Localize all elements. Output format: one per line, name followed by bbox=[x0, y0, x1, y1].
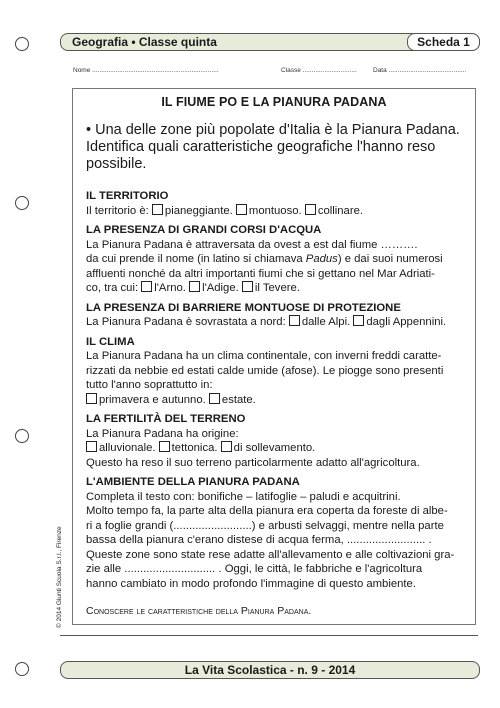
section-title-barriere: LA PRESENZA DI BARRIERE MONTUOSE DI PROTEZIONE bbox=[86, 301, 401, 314]
section-title-ambiente: L'AMBIENTE DELLA PIANURA PADANA bbox=[86, 476, 300, 488]
checkbox[interactable] bbox=[86, 441, 97, 452]
data-field[interactable]: Data ........................................... bbox=[373, 67, 467, 74]
header-bar bbox=[60, 33, 480, 51]
ambiente-line: ri a foglie grandi (.........................) e arbusti selvaggi, mentre nella parte bbox=[86, 519, 444, 532]
ambiente-line: Queste zone sono state rese adatte all'allevamento e alle coltivazioni gra- bbox=[86, 548, 455, 561]
checkbox[interactable] bbox=[353, 315, 364, 326]
ambiente-line: zie alle ............................. . Oggi, le città, le fabbriche e l'agricoltura bbox=[86, 563, 423, 575]
checkbox[interactable] bbox=[86, 393, 97, 404]
footer-bar: La Vita Scolastica - n. 9 - 2014 bbox=[60, 661, 480, 679]
classe-field[interactable]: Classe .............................. bbox=[281, 67, 357, 74]
checkbox[interactable] bbox=[159, 441, 170, 452]
clima-line: tutto l'anno soprattutto in: bbox=[86, 379, 213, 391]
fertilita-line: La Pianura Padana ha origine: bbox=[86, 427, 239, 440]
checkbox[interactable] bbox=[305, 204, 316, 215]
territorio-question: Il territorio è: pianeggiante. montuoso. collinare. bbox=[86, 204, 364, 217]
worksheet-content bbox=[86, 189, 466, 619]
corsi-line: affluenti nonché da altri importanti fiumi che si gettano nel Mar Adriati- bbox=[86, 267, 435, 280]
corsi-line: da cui prende il nome (in latino si chiamava Padus) e dai suoi numerosi bbox=[86, 253, 443, 265]
subject-label: Geografia • Classe quinta bbox=[72, 35, 217, 49]
ambiente-line: Completa il testo con: bonifiche – latifoglie – paludi e acquitrini. bbox=[86, 490, 401, 503]
learning-objective: Conoscere le caratteristiche della Pianura Padana. bbox=[86, 605, 312, 617]
nome-field[interactable]: Nome ...................................................................... bbox=[73, 67, 219, 74]
fertilita-options: alluvionale. tettonica. di sollevamento. bbox=[86, 441, 466, 456]
checkbox[interactable] bbox=[152, 204, 163, 215]
checkbox[interactable] bbox=[242, 281, 253, 292]
corsi-line: La Pianura Padana è attraversata da ovest a est dal fiume ………. bbox=[86, 238, 418, 251]
clima-line: rizzati da nebbie ed estati calde umide (afose). Le piogge sono presenti bbox=[86, 364, 444, 377]
student-fields bbox=[73, 67, 483, 81]
section-title-territorio: IL TERRITORIO bbox=[86, 190, 169, 202]
section-title-clima: IL CLIMA bbox=[86, 335, 135, 348]
section-title-fertilita: LA FERTILITÀ DEL TERRENO bbox=[86, 413, 246, 425]
ambiente-line: bassa della pianura c'erano distese di acqua ferma, ......................... . bbox=[86, 534, 432, 546]
checkbox[interactable] bbox=[236, 204, 247, 215]
checkbox[interactable] bbox=[209, 393, 220, 404]
checkbox[interactable] bbox=[141, 281, 152, 292]
binder-hole bbox=[15, 429, 29, 443]
barriere-question: La Pianura Padana è sovrastata a nord: dalle Alpi. dagli Appennini. bbox=[86, 316, 447, 328]
checkbox[interactable] bbox=[221, 441, 232, 452]
clima-line: La Pianura Padana ha un clima continentale, con inverni freddi caratte- bbox=[86, 350, 442, 362]
clima-options: primavera e autunno. estate. bbox=[86, 393, 466, 408]
page-title: IL FIUME PO E LA PIANURA PADANA bbox=[161, 95, 387, 109]
fertilita-line: Questo ha reso il suo terreno particolarmente adatto all'agricoltura. bbox=[86, 456, 420, 469]
binder-hole bbox=[15, 37, 29, 51]
corsi-options: co, tra cui: l'Arno. l'Adige. il Tevere. bbox=[86, 282, 300, 294]
intro-text: • Una delle zone più popolate d'Italia è la Pianura Padana. Identifica quali caratteristiche geografiche l'hanno reso possibile. bbox=[86, 122, 460, 172]
checkbox[interactable] bbox=[189, 281, 200, 292]
checkbox[interactable] bbox=[289, 315, 300, 326]
scheda-label: Scheda 1 bbox=[407, 33, 480, 51]
binder-hole bbox=[15, 662, 29, 676]
binder-hole bbox=[15, 196, 29, 210]
ambiente-line: Molto tempo fa, la parte alta della pianura era coperta da foreste di albe- bbox=[86, 505, 448, 517]
divider bbox=[60, 635, 478, 636]
worksheet-frame bbox=[72, 88, 476, 625]
section-title-corsi: LA PRESENZA DI GRANDI CORSI D'ACQUA bbox=[86, 224, 322, 236]
ambiente-line: hanno cambiato in modo profondo l'immagine di questo ambiente. bbox=[86, 577, 416, 590]
copyright-note: © 2014 Giunti Scuola S.r.l., Firenze bbox=[56, 526, 63, 628]
